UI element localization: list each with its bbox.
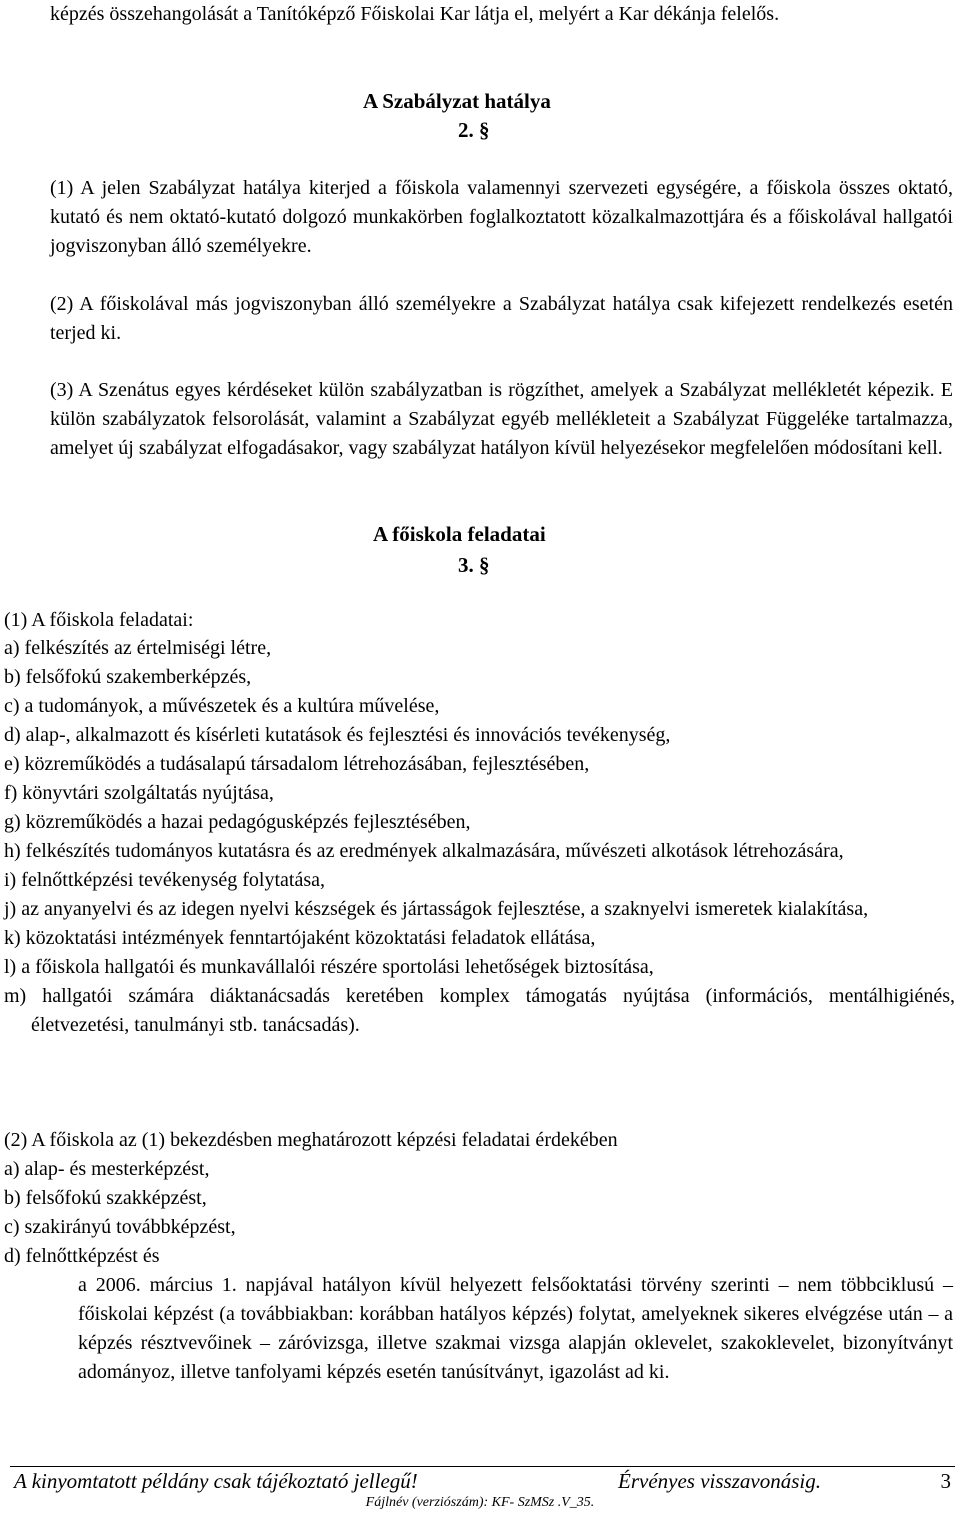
list-item: i) felnőttképzési tevékenység folytatása, [4, 869, 325, 891]
section-2-title: A Szabályzat hatálya [363, 89, 551, 113]
section-2-number: 2. § [458, 118, 490, 142]
list-item: h) felkészítés tudományos kutatásra és az eredmények alkalmazására, művészeti alkotások létrehozására, [4, 840, 844, 862]
section-2-paragraph-3: (3) A Szenátus egyes kérdéseket külön szabályzatban is rögzíthet, amelyek a Szabályzat mellékletét képezik. E külön szabályzatok felsorolását, valamint a Szabályzat egyéb mellékleteit a Szabályzat Függeléke tartalmazza, amelyet új szabályzat elfogadásakor, vagy szabályzat hatályon kívül helyezésekor megfelelően módosítani kell. [50, 379, 953, 459]
section-3-title: A főiskola feladatai [373, 522, 546, 546]
list-item: m) hallgatói számára diáktanácsadás keretében komplex támogatás nyújtása (információs, mentálhigiénés, életvezetési, tanulmányi stb. tanácsadás). [4, 985, 955, 1036]
list-item: d) alap-, alkalmazott és kísérleti kutatások és fejlesztési és innovációs tevékenység, [4, 724, 671, 746]
list-item: b) felsőfokú szakemberképzés, [4, 666, 252, 688]
section-3-task-list [4, 634, 955, 1040]
footer-filename: Fájlnév (verziószám): KF- SzMSz .V_35. [365, 1495, 595, 1510]
list-item: j) az anyanyelvi és az idegen nyelvi készségek és jártasságok fejlesztése, a szaknyelvi ismeretek kialakítása, [4, 898, 869, 920]
list-item: d) felnőttképzést és [4, 1245, 160, 1267]
list-item: l) a főiskola hallgatói és munkavállalói részére sportolási lehetőségek biztosítása, [4, 956, 654, 978]
section-3-paragraph-1-intro: (1) A főiskola feladatai: [4, 609, 194, 631]
list-item: a) felkészítés az értelmiségi létre, [4, 637, 272, 659]
list-item: b) felsőfokú szakképzést, [4, 1187, 207, 1209]
page-number: 3 [940, 1469, 951, 1493]
list-item: f) könyvtári szolgáltatás nyújtása, [4, 782, 274, 804]
section-3-paragraph-2-intro: (2) A főiskola az (1) bekezdésben meghatározott képzési feladatai érdekében [4, 1129, 618, 1151]
list-item: a) alap- és mesterképzést, [4, 1158, 210, 1180]
section-3-paragraph-2-continuation: a 2006. március 1. napjával hatályon kívül helyezett felsőoktatási törvény szerinti – nem többciklusú – főiskolai képzést (a továbbiakban: korábban hatályos képzés) folytat, amelyeknek sikeres elvégzése után – a képzés résztvevőinek – záróvizsga, illetve szakmai vizsga alapján oklevelet, szakoklevelet, bizonyítványt adományoz, illetve tanfolyami képzés esetén tanúsítványt, igazolást ad ki. [78, 1274, 953, 1383]
list-item: c) szakirányú továbbképzést, [4, 1216, 236, 1238]
section-3-training-list [4, 1155, 955, 1271]
section-2-paragraph-2: (2) A főiskolával más jogviszonyban álló személyekre a Szabályzat hatálya csak kifejezett rendelkezés esetén terjed ki. [50, 293, 953, 344]
page-footer [10, 1467, 955, 1497]
list-item: g) közreműködés a hazai pedagógusképzés fejlesztésében, [4, 811, 471, 833]
section-2-paragraph-1: (1) A jelen Szabályzat hatálya kiterjed a főiskola valamennyi szervezeti egységére, a főiskola összes oktató, kutató és nem oktató-kutató dolgozó munkakörben foglalkoztatott közalkalmazottjára és a főiskolával hallgatói jogviszonyban álló személyekre. [50, 177, 953, 257]
list-item: c) a tudományok, a művészetek és a kultúra művelése, [4, 695, 440, 717]
section-3-number: 3. § [458, 553, 490, 577]
list-item: e) közreműködés a tudásalapú társadalom létrehozásában, fejlesztésében, [4, 753, 590, 775]
footer-validity: Érvényes visszavonásig. [618, 1469, 821, 1493]
top-paragraph: képzés összehangolását a Tanítóképző Főiskolai Kar látja el, melyért a Kar dékánja felelős. [50, 3, 780, 25]
list-item: k) közoktatási intézmények fenntartójaként közoktatási feladatok ellátása, [4, 927, 596, 949]
footer-notice: A kinyomtatott példány csak tájékoztató jellegű! [14, 1469, 418, 1493]
